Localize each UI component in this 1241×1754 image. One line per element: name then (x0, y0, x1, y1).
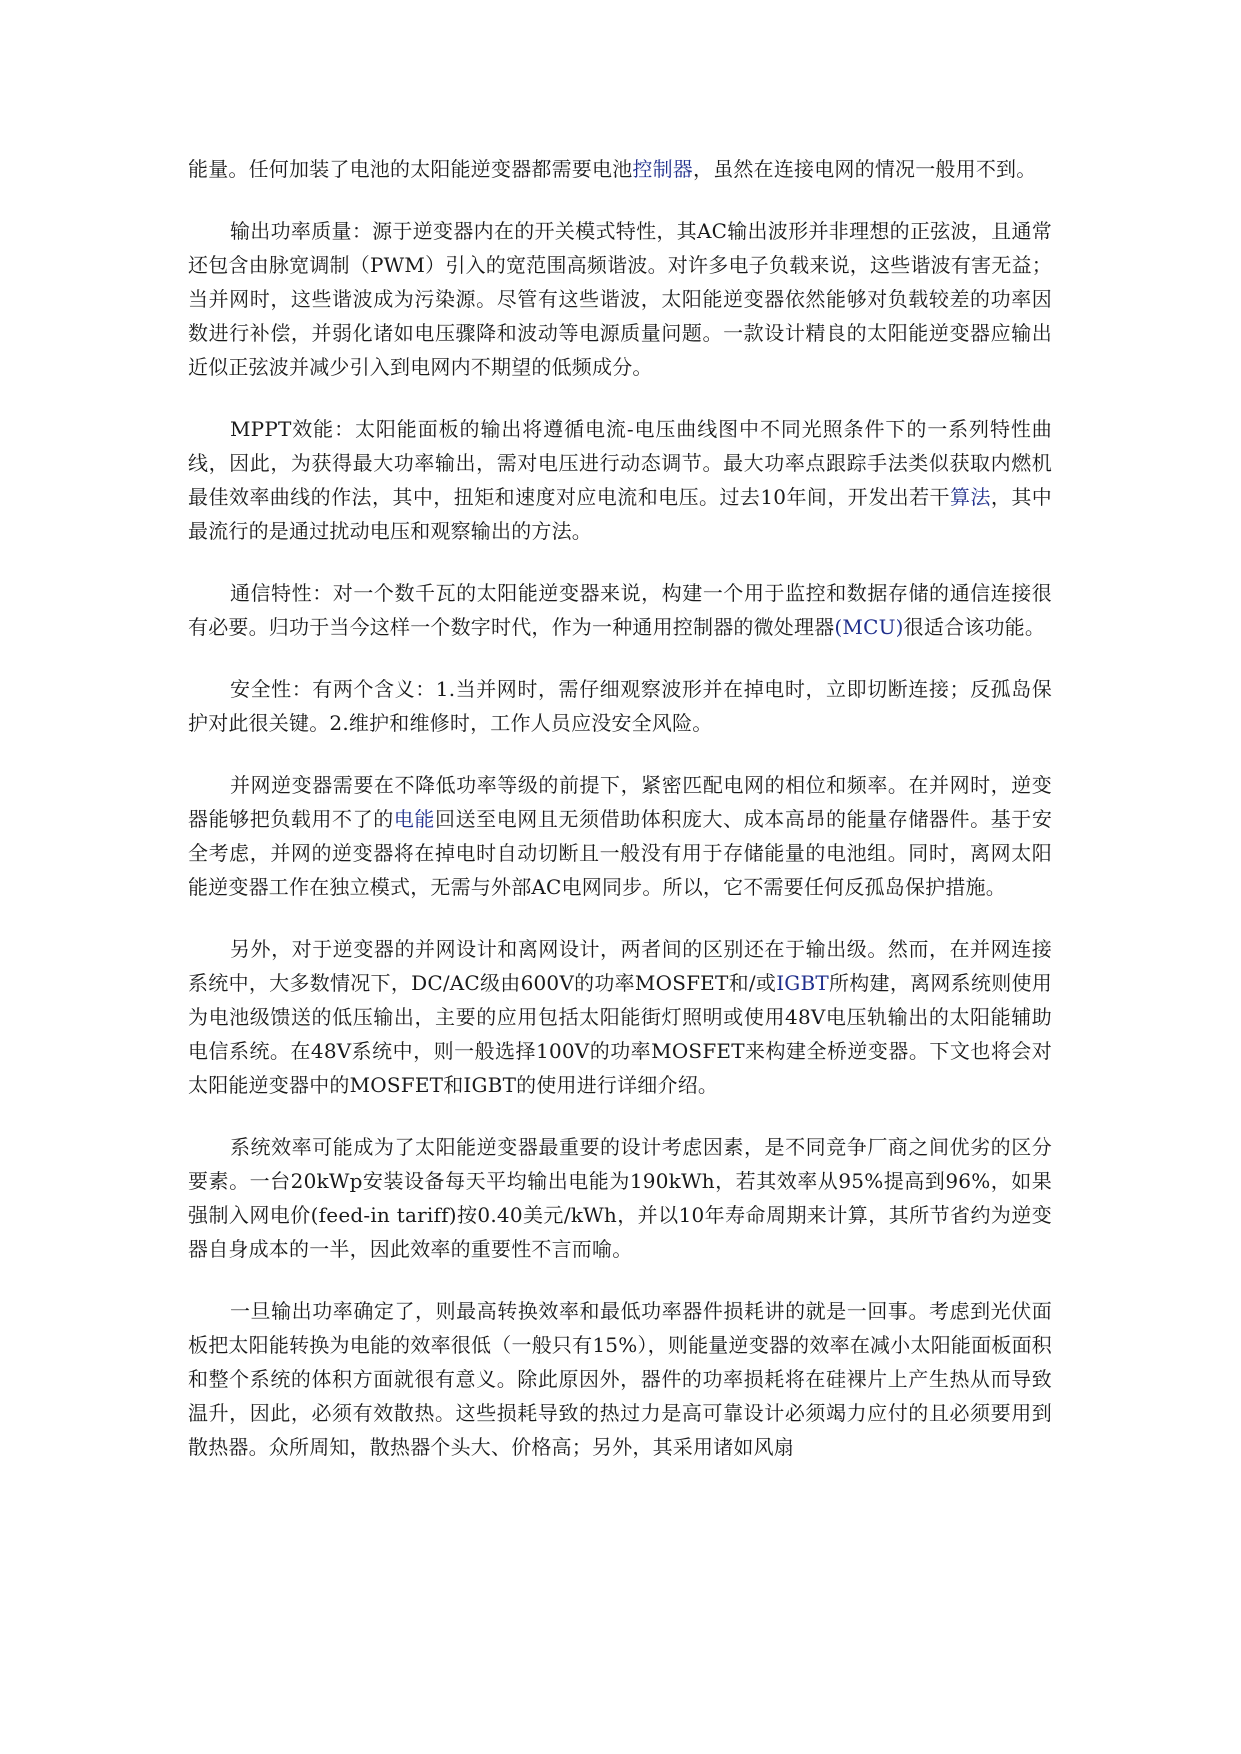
paragraph-text: 很适合该功能。 (903, 615, 1046, 639)
paragraph-text: 安全性：有两个含义：1.当并网时，需仔细观察波形并在掉电时，立即切断连接；反孤岛保护对此很关键。2.维护和维修时，工作人员应没安全风险。 (188, 677, 1053, 735)
paragraph (188, 932, 1052, 1102)
paragraph-text: 能量。任何加装了电池的太阳能逆变器都需要电池 (188, 157, 633, 181)
paragraph-text: 一旦输出功率确定了，则最高转换效率和最低功率器件损耗讲的就是一回事。考虑到光伏面板把太阳能转换为电能的效率很低（一般只有15%），则能量逆变器的效率在减小太阳能面板面积和整个系统的体积方面就很有意义。除此原因外，器件的功率损耗将在硅裸片上产生热从而导致温升，因此，必须有效散热。这些损耗导致的热过力是高可靠设计必须竭力应付的且必须要用到散热器。众所周知，散热器个头大、价格高；另外，其采用诸如风扇 (188, 1299, 1052, 1459)
document-body (188, 152, 1052, 1492)
paragraph-text: ，虽然在连接电网的情况一般用不到。 (693, 157, 1037, 181)
inline-link[interactable]: (MCU) (834, 615, 904, 639)
paragraph (188, 152, 1052, 186)
paragraph-text: 所构建，离网系统则使用为电池级馈送的低压输出，主要的应用包括太阳能街灯照明或使用48V电压轨输出的太阳能辅助电信系统。在48V系统中，则一般选择100V的功率MOSFET来构建全桥逆变器。下文也将会对太阳能逆变器中的MOSFET和IGBT的使用进行详细介绍。 (188, 971, 1053, 1097)
inline-link[interactable]: IGBT (776, 971, 829, 995)
paragraph-text: 通信特性：对一个数千瓦的太阳能逆变器来说，构建一个用于监控和数据存储的通信连接很有必要。归功于当今这样一个数字时代，作为一种通用控制器的微处理器 (188, 581, 1052, 639)
paragraph (188, 1130, 1052, 1266)
paragraph (188, 768, 1052, 904)
paragraph-text: MPPT效能：太阳能面板的输出将遵循电流-电压曲线图中不同光照条件下的一系列特性曲线，因此，为获得最大功率输出，需对电压进行动态调节。最大功率点跟踪手法类似获取内燃机最佳效率曲线的作法，其中，扭矩和速度对应电流和电压。过去10年间，开发出若干 (188, 417, 1052, 509)
paragraph (188, 214, 1052, 384)
paragraph-text: 并网逆变器需要在不降低功率等级的前提下，紧密匹配电网的相位和频率。在并网时，逆变器能够把负载用不了的 (188, 773, 1052, 831)
inline-link[interactable]: 电能 (393, 807, 435, 831)
inline-link[interactable]: 算法 (950, 485, 991, 509)
paragraph (188, 672, 1052, 740)
paragraph-text: 系统效率可能成为了太阳能逆变器最重要的设计考虑因素，是不同竞争厂商之间优劣的区分要素。一台20kWp安装设备每天平均输出电能为190kWh，若其效率从95%提高到96%，如果强制入网电价(feed-in tariff)按0.40美元/kWh，并以10年寿命周期来计算，其所节省约为逆变器自身成本的一半，因此效率的重要性不言而喻。 (188, 1135, 1052, 1261)
paragraph-text: 另外，对于逆变器的并网设计和离网设计，两者间的区别还在于输出级。然而，在并网连接系统中，大多数情况下，DC/AC级由600V的功率MOSFET和/或 (188, 937, 1052, 995)
paragraph (188, 1294, 1052, 1464)
paragraph (188, 576, 1052, 644)
paragraph-text: 回送至电网且无须借助体积庞大、成本高昂的能量存储器件。基于安全考虑，并网的逆变器将在掉电时自动切断且一般没有用于存储能量的电池组。同时，离网太阳能逆变器工作在独立模式，无需与外部AC电网同步。所以，它不需要任何反孤岛保护措施。 (188, 807, 1053, 899)
inline-link[interactable]: 控制器 (632, 157, 694, 181)
paragraph-text: ，其中最流行的是通过扰动电压和观察输出的方法。 (188, 485, 1052, 543)
paragraph (188, 412, 1052, 548)
paragraph-text: 输出功率质量：源于逆变器内在的开关模式特性，其AC输出波形并非理想的正弦波，且通常还包含由脉宽调制（PWM）引入的宽范围高频谐波。对许多电子负载来说，这些谐波有害无益；当并网时，这些谐波成为污染源。尽管有这些谐波，太阳能逆变器依然能够对负载较差的功率因数进行补偿，并弱化诸如电压骤降和波动等电源质量问题。一款设计精良的太阳能逆变器应输出近似正弦波并减少引入到电网内不期望的低频成分。 (188, 219, 1052, 379)
